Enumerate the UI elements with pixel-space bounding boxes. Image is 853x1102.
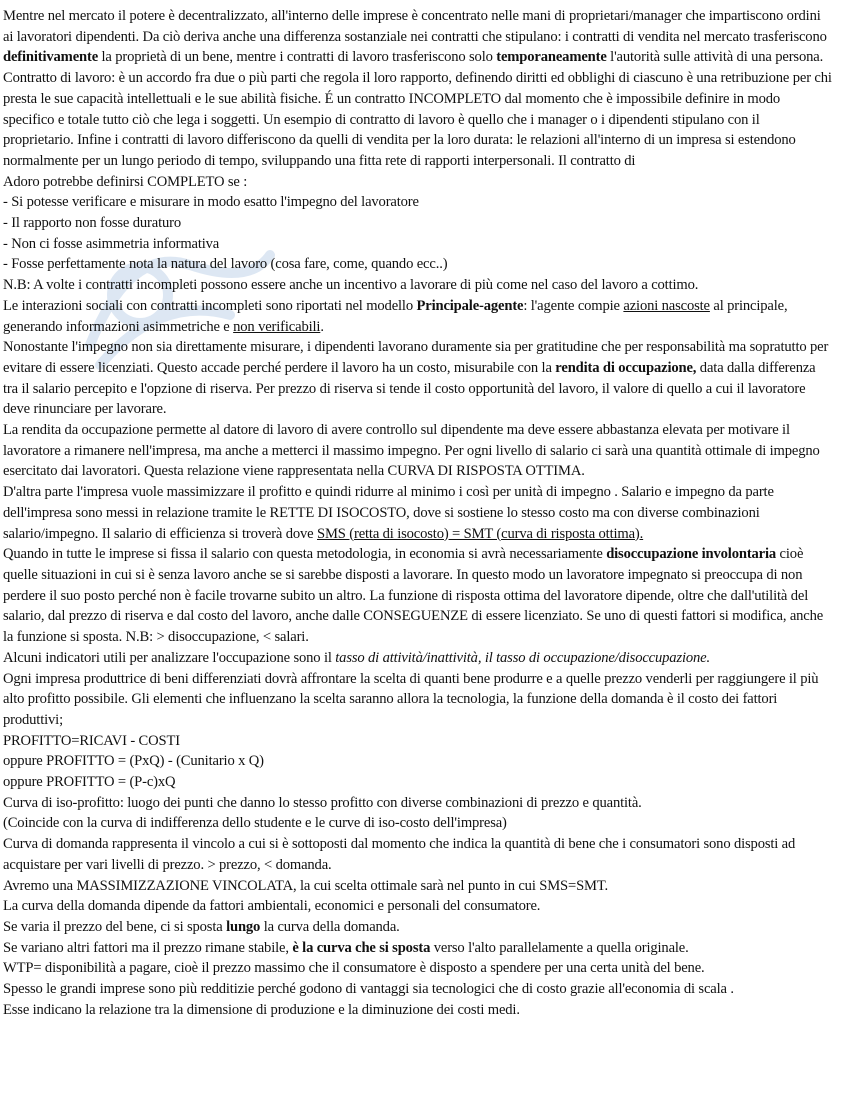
paragraph bbox=[3, 917, 833, 938]
paragraph bbox=[3, 254, 833, 275]
paragraph bbox=[3, 68, 833, 172]
text-run: la proprietà di un bene, mentre i contratti di lavoro trasferiscono solo bbox=[98, 49, 497, 66]
text-run: la curva della domanda. bbox=[260, 918, 400, 935]
text-run: WTP= disponibilità a pagare, cioè il prezzo massimo che il consumatore è disposto a spendere per una certa unità del bene. bbox=[3, 960, 705, 977]
paragraph bbox=[3, 1000, 833, 1021]
text-run: La rendita da occupazione permette al datore di lavoro di avere controllo sul dipendente ma deve essere abbastanza elevata per motivare il lavoratore a rimanere nell'impresa, ma anche a metterci il massimo impegno. Per ogni livello di salario ci sarà una quantità ottimale di impegno esercitato dai lavoratori. Questa relazione viene rappresentata nella CURVA DI RISPOSTA OTTIMA. bbox=[3, 422, 820, 480]
emphasis-text: è la curva che si sposta bbox=[292, 939, 431, 956]
paragraph bbox=[3, 648, 833, 669]
text-run: Nonostante l'impegno non sia direttamente misurare, i dipendenti lavorano duramente sia per gratitudine che per responsabilità ma sopratutto per evitare di essere licenziati. Questo accade perché perdere il lavoro ha un costo, misurabile con la bbox=[3, 339, 829, 376]
text-run: Ogni impresa produttrice di beni differenziati dovrà affrontare la scelta di quanti bene produrre e a quelle prezzo venderli per raggiungere il più alto profitto possibile. Gli elementi che influenzano la scelta saranno allora la tecnologia, la funzione della domanda è il costo dei fattori produttivi; bbox=[3, 670, 819, 728]
paragraph bbox=[3, 896, 833, 917]
text-run: : l'agente compie bbox=[523, 297, 624, 314]
text-run: l'autorità sulle attività di una persona. bbox=[606, 49, 824, 66]
text-run: oppure PROFITTO = (P-c)xQ bbox=[3, 774, 176, 791]
paragraph bbox=[3, 751, 833, 772]
emphasis-text: azioni nascoste bbox=[623, 297, 710, 314]
paragraph bbox=[3, 669, 833, 731]
paragraph bbox=[3, 213, 833, 234]
paragraph bbox=[3, 296, 833, 337]
emphasis-text: definitivamente bbox=[3, 49, 99, 66]
paragraph bbox=[3, 958, 833, 979]
text-run: Le interazioni sociali con contratti incompleti sono riportati nel modello bbox=[3, 297, 417, 314]
emphasis-text: disoccupazione involontaria bbox=[606, 546, 777, 563]
paragraph bbox=[3, 337, 833, 420]
paragraph bbox=[3, 938, 833, 959]
document-body bbox=[3, 6, 833, 1020]
text-run: cioè quelle situazioni in cui si è senza lavoro anche se si sarebbe disposti a lavorare. In questo modo un lavoratore impegnato si preoccupa di non perdere il suo posto perché non è facile trovarne subito un altro. La funzione di risposta ottima del lavoratore dipende, oltre che dall'utilità del salario, dal prezzo di riserva e dal costo del lavoro, anche dalle CONSEGUENZE di essere licenziato. Se uno di questi fattori si modifica, anche la funzione si sposta. N.B: > disoccupazione, < salari. bbox=[3, 546, 824, 646]
text-run: verso l'alto parallelamente a quella originale. bbox=[430, 939, 689, 956]
emphasis-text: temporaneamente bbox=[496, 49, 607, 66]
emphasis-text: lungo bbox=[226, 918, 261, 935]
text-run: Esse indicano la relazione tra la dimensione di produzione e la diminuzione dei costi medi. bbox=[3, 1001, 520, 1018]
text-run: . bbox=[320, 318, 324, 335]
paragraph bbox=[3, 813, 833, 834]
text-run: Curva di iso-profitto: luogo dei punti che danno lo stesso profitto con diverse combinazioni di prezzo e quantità. bbox=[3, 794, 642, 811]
text-run: Contratto di lavoro: è un accordo fra due o più parti che regola il loro rapporto, definendo diritti ed obblighi di ciascuno è una retribuzione per chi presta le sue capacità intellettuali e le sue abilità fisiche. É un contratto INCOMPLETO dal momento che è impossibile definire in modo specifico e totale tutto ciò che lega i soggetti. Un esempio di contratto di lavoro è quello che i manager o i dipendenti stipulano con il proprietario. Infine i contratti di lavoro differiscono da quelli di vendita per la loro durata: le relazioni all'interno di un impresa si estendono normalmente per un lungo periodo di tempo, sviluppando una fitta rete di rapporti interpersonali. Il contratto di bbox=[3, 70, 832, 169]
text-run: N.B: A volte i contratti incompleti possono essere anche un incentivo a lavorare di più come nel caso del lavoro a cottimo. bbox=[3, 277, 699, 294]
text-run: Avremo una MASSIMIZZAZIONE VINCOLATA, la cui scelta ottimale sarà nel punto in cui SMS=SMT. bbox=[3, 877, 609, 894]
text-run: Se varia il prezzo del bene, ci si sposta bbox=[3, 918, 227, 935]
paragraph bbox=[3, 482, 833, 544]
paragraph bbox=[3, 420, 833, 482]
paragraph bbox=[3, 834, 833, 875]
text-run: Adoro potrebbe definirsi COMPLETO se : bbox=[3, 173, 248, 190]
emphasis-text: non verificabili bbox=[233, 318, 321, 335]
text-run: (Coincide con la curva di indifferenza dello studente e le curve di iso-costo dell'impresa) bbox=[3, 815, 507, 832]
text-run: Spesso le grandi imprese sono più redditizie perché godono di vantaggi sia tecnologici che di costo grazie all'economia di scala . bbox=[3, 981, 734, 998]
paragraph bbox=[3, 172, 833, 193]
paragraph bbox=[3, 544, 833, 648]
paragraph bbox=[3, 793, 833, 814]
emphasis-text: rendita di occupazione, bbox=[555, 359, 697, 376]
paragraph bbox=[3, 731, 833, 752]
text-run: oppure PROFITTO = (PxQ) - (Cunitario x Q) bbox=[3, 753, 264, 770]
paragraph bbox=[3, 6, 833, 68]
text-run: D'altra parte l'impresa vuole massimizzare il profitto e quindi ridurre al minimo i così per unità di impegno . Salario e impegno da parte dell'impresa sono messi in relazione tramite le RETTE DI ISOCOSTO, dove si sostiene lo stesso costo ma con diverse combinazioni salario/impegno. Il salario di efficienza si troverà dove bbox=[3, 484, 774, 542]
text-run: - Il rapporto non fosse duraturo bbox=[3, 215, 181, 232]
text-run: PROFITTO=RICAVI - COSTI bbox=[3, 732, 180, 749]
text-run: Mentre nel mercato il potere è decentralizzato, all'interno delle imprese è concentrato nelle mani di proprietari/manager che impartiscono ordini ai lavoratori dipendenti. Da ciò deriva anche una differenza sostanziale nei contratti che stipulano: i contratti di vendita nel mercato trasferiscono bbox=[3, 8, 827, 45]
text-run: - Non ci fosse asimmetria informativa bbox=[3, 235, 220, 252]
paragraph bbox=[3, 234, 833, 255]
emphasis-text: SMS (retta di isocosto) = SMT (curva di risposta ottima). bbox=[317, 525, 644, 542]
paragraph bbox=[3, 275, 833, 296]
paragraph bbox=[3, 192, 833, 213]
text-run: Se variano altri fattori ma il prezzo rimane stabile, bbox=[3, 939, 293, 956]
text-run: data dalla differenza tra il salario percepito e l'opzione di riserva. Per prezzo di riserva si tende il costo opportunità del lavoro, il valore di quello a cui il lavoratore deve rinunciare per lavorare. bbox=[3, 359, 816, 418]
text-run: Quando in tutte le imprese si fissa il salario con questa metodologia, in economia si avrà necessariamente bbox=[3, 546, 607, 563]
paragraph bbox=[3, 979, 833, 1000]
paragraph bbox=[3, 876, 833, 897]
text-run: Curva di domanda rappresenta il vincolo a cui si è sottoposti dal momento che indica la quantità di bene che i consumatori sono disposti ad acquistare per vari livelli di prezzo. > prezzo, < domanda. bbox=[3, 836, 796, 873]
text-run: al principale, generando informazioni asimmetriche e bbox=[3, 297, 788, 335]
paragraph bbox=[3, 772, 833, 793]
text-run: - Si potesse verificare e misurare in modo esatto l'impegno del lavoratore bbox=[3, 194, 419, 211]
text-run: Alcuni indicatori utili per analizzare l'occupazione sono il bbox=[3, 649, 336, 666]
text-run: La curva della domanda dipende da fattori ambientali, economici e personali del consumatore. bbox=[3, 898, 541, 915]
text-run: - Fosse perfettamente nota la natura del lavoro (cosa fare, come, quando ecc..) bbox=[3, 256, 448, 273]
emphasis-text: Principale-agente bbox=[416, 297, 524, 314]
emphasis-text: tasso di attività/inattività, il tasso di occupazione/disoccupazione. bbox=[335, 649, 711, 666]
